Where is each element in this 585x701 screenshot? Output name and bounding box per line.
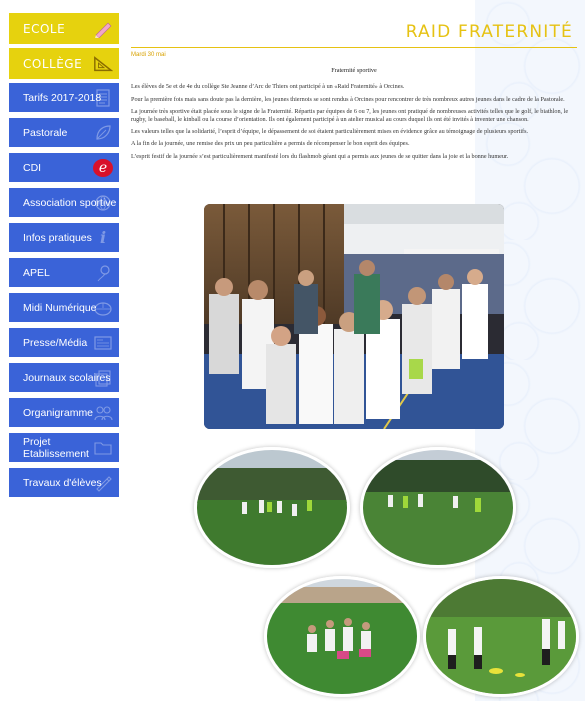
article-paragraph: Les élèves de 5e et de 4e du collège Ste Jeanne d’Arc de Thiers ont participé à un «Raid Fraternité» à Orcines. [131, 83, 405, 91]
sidebar-item-projet-etablissement[interactable] [9, 433, 119, 462]
pen-icon [93, 474, 113, 492]
sidebar-item-pastorale[interactable] [9, 118, 119, 147]
sidebar-item-travaux-eleves[interactable] [9, 468, 119, 497]
sidebar-item-label: Tarifs 2017-2018 [23, 91, 102, 104]
cdi-e-icon: e [93, 159, 113, 177]
sidebar-item-label: COLLÈGE [23, 56, 83, 71]
sidebar-item-cdi[interactable] [9, 153, 119, 182]
article-body [131, 67, 577, 165]
sidebar-item-label: Travaux d'élèves [23, 476, 102, 489]
sidebar-item-label: Organigramme [23, 406, 94, 419]
article-paragraph: A la fin de la journée, une remise des prix un peu particulière a permis de récompenser le bon esprit des équipes. [131, 140, 410, 148]
gym-group-photo [204, 204, 504, 429]
sidebar-item-journaux-scolaires[interactable] [9, 363, 119, 392]
page-title: RAID FRATERNITÉ [405, 22, 573, 42]
article-paragraph: La journée très sportive était placée sous le signe de la Fraternité. Répartis par équipes de 6 ou 7, les jeunes ont pratiqué de nombreuses activités telles que le golf, le biathlon, le rugby, le baseball, le kinball ou la course d’orientation. Ils ont également participé à un atelier musical au cours duquel ils ont été invités à inventer une chanson. [131, 108, 569, 123]
sidebar-item-college[interactable] [9, 48, 119, 79]
group-on-grass-photo [264, 576, 420, 697]
article-heading: Fraternité sportive [331, 67, 377, 74]
article-paragraph: L’esprit festif de la journée s’est particulièrement manifesté lors du flashmob géant qui a permis aux jeunes de se quitter dans la joie et la bonne humeur. [131, 152, 509, 160]
field-photo-2 [360, 447, 516, 568]
pencil-icon [93, 20, 113, 38]
set-square-icon [93, 55, 113, 73]
article-paragraph: Pour la première fois mais sans doute pas la dernière, les jeunes thiernois se sont rendus à Orcines pour rencontrer de très nombreux autres jeunes dans le cadre de la Pastorale. [131, 95, 565, 103]
sidebar-item-midi-numerique[interactable] [9, 293, 119, 322]
sidebar-item-label: Presse/Média [23, 336, 88, 349]
sidebar-item-label: Journaux scolaires [23, 371, 111, 384]
sidebar-item-label: Midi Numérique [23, 301, 97, 314]
article-paragraph: Les valeurs telles que la solidarité, l’esprit d’équipe, le dépassement de soi étaient particulièrement mises en évidence grâce au témoignage de plusieurs sportifs. [131, 128, 529, 136]
sidebar-item-label: Infos pratiques [23, 231, 92, 244]
document-icon [93, 89, 113, 107]
field-photo-1 [194, 447, 350, 568]
ball-icon [93, 194, 113, 212]
mouse-icon [93, 299, 113, 317]
sidebar-item-label: ECOLE [23, 21, 66, 36]
balloon-icon [93, 264, 113, 282]
sidebar-item-organigramme[interactable] [9, 398, 119, 427]
sidebar-item-label: Projet Etablissement [23, 435, 89, 460]
sidebar-item-label: Pastorale [23, 126, 68, 139]
sidebar-item-association-sportive[interactable] [9, 188, 119, 217]
sidebar-item-ecole[interactable] [9, 13, 119, 44]
sidebar-item-label: Association sportive [23, 196, 117, 209]
sidebar-item-infos-pratiques[interactable] [9, 223, 119, 252]
folder-icon [93, 439, 113, 457]
sidebar-nav [9, 13, 119, 503]
newspaper-icon [93, 334, 113, 352]
sidebar-item-presse-media[interactable] [9, 328, 119, 357]
people-icon [93, 404, 113, 422]
sidebar-item-label: CDI [23, 161, 42, 174]
post-date: Mardi 30 mai [131, 52, 166, 58]
title-divider [131, 47, 577, 48]
info-icon: i [99, 228, 107, 247]
sidebar-item-tarifs[interactable] [9, 83, 119, 112]
sidebar-item-apel[interactable] [9, 258, 119, 287]
sidebar-item-label: APEL [23, 266, 50, 279]
leaf-icon [93, 124, 113, 142]
pages-icon [93, 369, 113, 387]
park-activity-photo [423, 576, 579, 697]
